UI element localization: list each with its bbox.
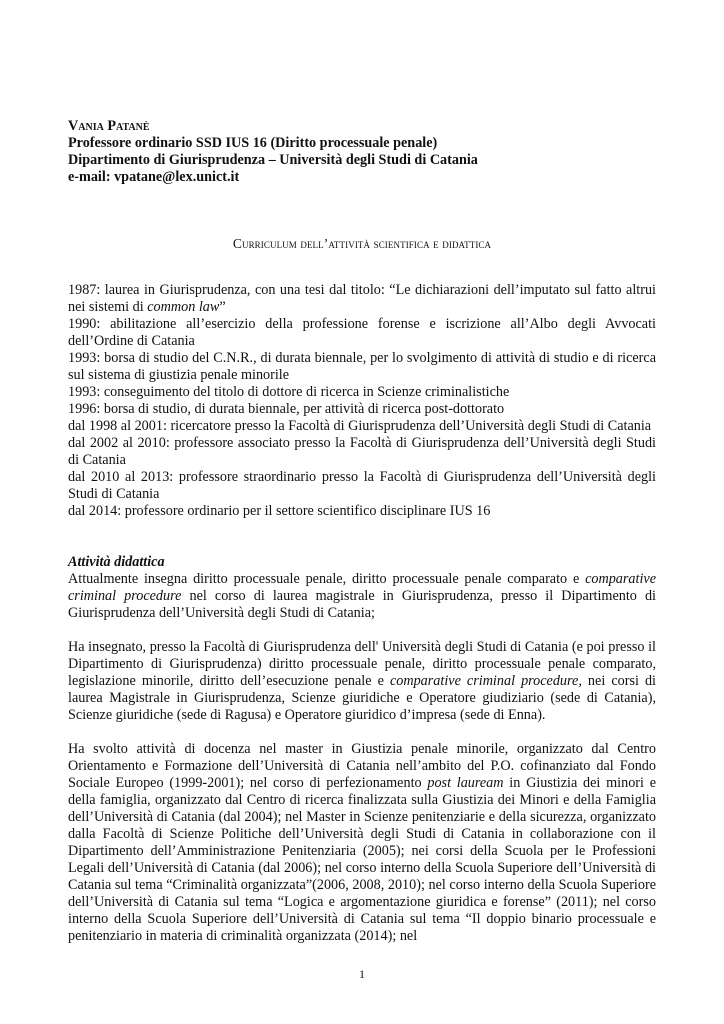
- cv-title: Curriculum dell’attività scientifica e didattica: [232, 236, 492, 251]
- teaching-paragraph: Ha insegnato, presso la Facoltà di Giurisprudenza dell' Università degli Studi di Catania (e poi presso il Dipartimento di Giurisprudenza) diritto processuale penale, diritto processuale penale comparato, legislazione minorile, diritto dell’esecuzione penale e comparative criminal procedure, nei corsi di laurea Magistrale in Giurisprudenza, Scienze giuridiche e Operatore giudiziario (sede di Catania), Scienze giuridiche (sede di Ragusa) e Operatore giuridico d’impresa (sede di Enna).: [68, 639, 656, 723]
- career-entry: 1987: laurea in Giurisprudenza, con una tesi dal titolo: “Le dichiarazioni dell’imputato sul fatto altrui nei sistemi di common law”: [68, 282, 656, 315]
- teaching-section-title: Attività didattica: [68, 554, 165, 570]
- author-header: [68, 118, 668, 186]
- career-entry: 1993: conseguimento del titolo di dottore di ricerca in Scienze criminalistiche: [68, 384, 510, 400]
- career-entry: dal 1998 al 2001: ricercatore presso la Facoltà di Giurisprudenza dell’Università degli Studi di Catania: [68, 418, 652, 434]
- teaching-paragraph: Attualmente insegna diritto processuale penale, diritto processuale penale comparato e comparative criminal procedure nel corso di laurea magistrale in Giurisprudenza, presso il Dipartimento di Giurisprudenza dell’Università degli Studi di Catania;: [68, 571, 656, 621]
- career-entry: dal 2014: professore ordinario per il settore scientifico disciplinare IUS 16: [68, 503, 491, 519]
- author-department: Dipartimento di Giurisprudenza – Università degli Studi di Catania: [68, 152, 478, 168]
- career-entry: dal 2010 al 2013: professore straordinario presso la Facoltà di Giurisprudenza dell’Università degli Studi di Catania: [68, 469, 656, 502]
- teaching-paragraph: Ha svolto attività di docenza nel master in Giustizia penale minorile, organizzato dal Centro Orientamento e Formazione dell’Università di Catania nell’ambito del P.O. cofinanziato dal Fondo Sociale Europeo (1999-2001); nel corso di perfezionamento post lauream in Giustizia dei minori e della famiglia, organizzato dal Centro di ricerca finalizzata sulla Giustizia dei Minori e della Famiglia dell’Università di Catania (dal 2004); nel Master in Scienze penitenziarie e della sicurezza, organizzato dalla Facoltà di Scienze Politiche dell’Università degli Studi di Catania in collaborazione con il Dipartimento dell’Amministrazione Penitenziaria (2005); nei corsi della Scuola per le Professioni Legali dell’Università di Catania (dal 2006); nel corso interno della Scuola Superiore dell’Università di Catania sul tema “Criminalità organizzata”(2006, 2008, 2010); nel corso interno della Scuola Superiore dell’Università di Catania sul tema “Logica e argomentazione giuridica e forense” (2011); nel corso interno della Scuola Superiore dell’Università di Catania sul tema “Il doppio binario processuale e penitenziario in materia di criminalità organizzata (2014); nel: [68, 741, 656, 944]
- career-entry: 1990: abilitazione all’esercizio della professione forense e iscrizione all’Albo degli Avvocati dell’Ordine di Catania: [68, 316, 656, 349]
- career-entry: 1993: borsa di studio del C.N.R., di durata biennale, per lo svolgimento di attività di studio e di ricerca sul sistema di giustizia penale minorile: [68, 350, 656, 383]
- author-email: e-mail: vpatane@lex.unict.it: [68, 169, 240, 185]
- author-name: Vania Patanè: [68, 118, 150, 134]
- career-entry: dal 2002 al 2010: professore associato presso la Facoltà di Giurisprudenza dell’Università degli Studi di Catania: [68, 435, 656, 468]
- author-role: Professore ordinario SSD IUS 16 (Diritto processuale penale): [68, 135, 438, 151]
- document-body: [68, 282, 656, 945]
- career-entry: 1996: borsa di studio, di durata biennale, per attività di ricerca post-dottorato: [68, 401, 505, 417]
- page-number: 1: [359, 967, 365, 981]
- career-list: [68, 282, 656, 520]
